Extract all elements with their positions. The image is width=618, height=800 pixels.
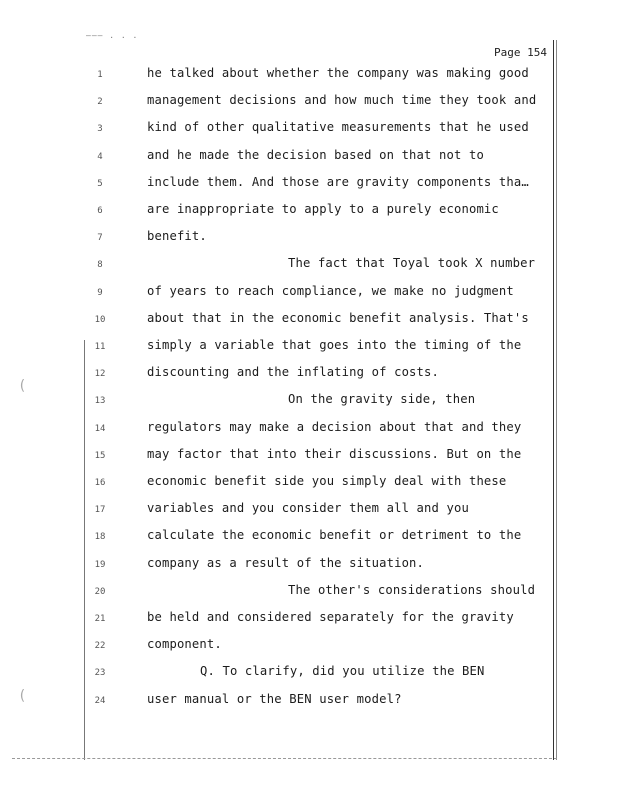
- line-text: company as a result of the situation.: [147, 555, 425, 570]
- line-text: benefit.: [147, 229, 207, 244]
- line-text: economic benefit side you simply deal with these: [147, 474, 507, 488]
- line-text: simply a variable that goes into the timing of the: [147, 338, 522, 352]
- line-number: 13: [94, 396, 106, 407]
- transcript-line: [0, 662, 618, 684]
- transcript-line: [0, 309, 618, 331]
- line-text: be held and considered separately for the gravity: [147, 610, 514, 624]
- transcript-line: [0, 472, 618, 494]
- transcript-line: [0, 499, 618, 521]
- header-smudge: ——— . . .: [86, 31, 139, 40]
- line-text: The other's considerations should: [288, 582, 536, 597]
- line-text: include them. And those are gravity components tha…: [147, 174, 529, 189]
- transcript-line: [0, 64, 618, 86]
- transcript-line: [0, 146, 618, 168]
- transcript-line: [0, 200, 618, 222]
- line-number: 14: [94, 423, 106, 434]
- transcript-line: [0, 445, 618, 467]
- transcript-line: [0, 173, 618, 195]
- line-number: 7: [97, 233, 103, 244]
- transcript-line: [0, 227, 618, 249]
- line-text: kind of other qualitative measurements that he used: [147, 120, 529, 135]
- line-number: 23: [94, 668, 106, 679]
- line-text: and he made the decision based on that not to: [147, 147, 484, 162]
- line-number: 17: [94, 505, 106, 516]
- transcript-line: [0, 418, 618, 440]
- transcript-line: [0, 118, 618, 140]
- line-number: 15: [94, 450, 106, 461]
- line-number: 21: [94, 614, 106, 624]
- line-number: 3: [97, 124, 103, 135]
- transcript-line: [0, 554, 618, 576]
- line-text: variables and you consider them all and you: [147, 501, 469, 516]
- line-text: regulators may make a decision about that and they: [147, 419, 522, 434]
- line-text: component.: [147, 637, 222, 652]
- line-number: 8: [97, 260, 103, 271]
- line-number: 19: [94, 559, 106, 570]
- line-text: The fact that Toyal took X number: [288, 256, 536, 271]
- line-text: may factor that into their discussions. But on the: [147, 446, 522, 461]
- transcript-line: [0, 336, 618, 358]
- line-number: 18: [94, 532, 106, 543]
- scan-mark: (: [18, 688, 27, 704]
- transcript-line: [0, 690, 618, 712]
- line-number: 4: [97, 151, 103, 162]
- transcript-line: [0, 282, 618, 304]
- bottom-rule: [12, 758, 557, 759]
- line-number: 12: [94, 369, 106, 380]
- scan-mark: (: [18, 378, 27, 394]
- line-number: 10: [94, 314, 106, 325]
- line-number: 9: [97, 287, 103, 298]
- line-text: are inappropriate to apply to a purely economic: [147, 202, 499, 216]
- line-number: 5: [97, 178, 103, 189]
- transcript-line: [0, 91, 618, 113]
- transcript-line: [0, 526, 618, 548]
- page-number: Page 154: [494, 46, 547, 59]
- line-number: 6: [97, 206, 103, 216]
- line-text: calculate the economic benefit or detriment to the: [147, 528, 522, 543]
- line-text: about that in the economic benefit analysis. That's: [147, 310, 529, 325]
- transcript-line: [0, 254, 618, 276]
- line-text: of years to reach compliance, we make no judgment: [147, 283, 514, 298]
- line-number: 2: [97, 97, 103, 108]
- line-number: 24: [94, 695, 106, 706]
- transcript-line: [0, 363, 618, 385]
- line-text: user manual or the BEN user model?: [147, 691, 402, 706]
- line-text: he talked about whether the company was making good: [147, 66, 529, 80]
- transcript-line: [0, 608, 618, 630]
- transcript-line: [0, 581, 618, 603]
- transcript-line: [0, 635, 618, 657]
- transcript-line: [0, 390, 618, 412]
- line-number: 20: [94, 586, 106, 597]
- line-number: 11: [94, 342, 106, 352]
- line-text: management decisions and how much time they took and: [147, 93, 537, 108]
- line-text: Q. To clarify, did you utilize the BEN: [200, 664, 485, 679]
- line-number: 1: [97, 70, 103, 80]
- line-text: On the gravity side, then: [288, 392, 476, 407]
- line-number: 16: [94, 478, 106, 488]
- line-text: discounting and the inflating of costs.: [147, 365, 440, 380]
- line-number: 22: [94, 641, 106, 652]
